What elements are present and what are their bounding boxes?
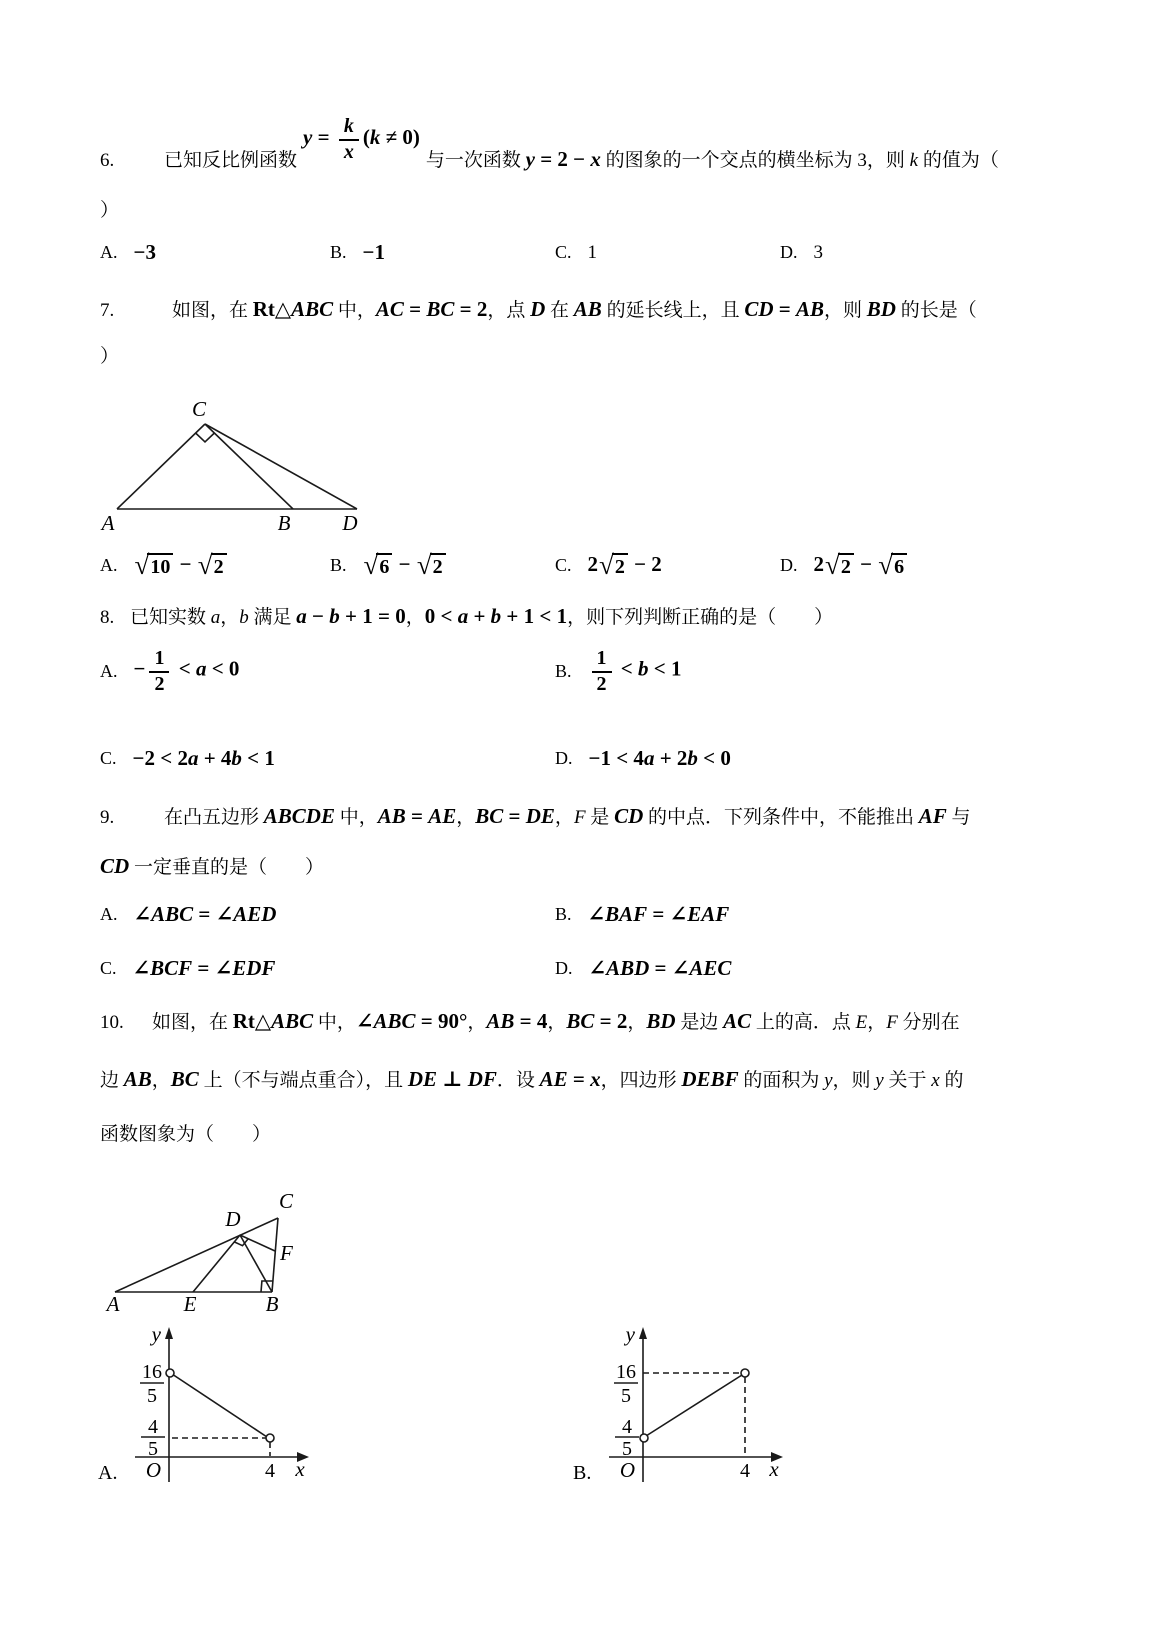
option-label: B.: [555, 661, 572, 682]
option-label: A.: [100, 661, 118, 682]
q7-option-a: A. √ 10 − √ 2: [100, 552, 330, 579]
q8-options-row1: [100, 648, 681, 695]
origin-label: O: [619, 1458, 635, 1482]
option-label: A.: [100, 903, 118, 924]
y-axis-arrow: [639, 1327, 647, 1339]
q7-number: 7.: [100, 300, 115, 321]
option-label: D.: [555, 957, 573, 978]
q6-options: [100, 240, 823, 265]
q9-text: 在凸五边形 ABCDE 中，AB = AE，BC = DE，F 是 CD 的中点．下列条件中，不能推出 AF 与: [164, 804, 971, 828]
q7-text: 如图，在 Rt△ABC 中，AC = BC = 2，点 D 在 AB 的延长线上，且 CD = AB，则 BD 的长是（: [172, 297, 977, 321]
q8-text: 已知实数 a，b 满足 a − b + 1 = 0，0 < a + b + 1 < 1，则下列判断正确的是（ ）: [130, 604, 834, 628]
y-axis-label: y: [151, 1322, 161, 1346]
q9-option-d: D. ∠ABD = ∠AEC: [555, 956, 732, 980]
vertex-label-D: D: [225, 1207, 241, 1231]
q9-line2: CD 一定垂直的是（ ）: [100, 854, 324, 878]
vertex-label-B: B: [277, 511, 291, 535]
q9-option-a: A. ∠ABC = ∠AED: [100, 902, 277, 926]
y-axis-label: y: [625, 1322, 635, 1346]
q10-text: 如图，在 Rt△ABC 中，∠ABC = 90°，AB = 4，BC = 2，BD 是边 AC 上的高．点 E，F 分别在: [152, 1009, 960, 1033]
q8-option-a: A. − $\frac{1}{2}$ < a < 0: [100, 647, 240, 695]
q9-option-b: B. ∠BAF = ∠EAF: [555, 902, 730, 926]
q10-graph-a-label: A.: [98, 1462, 118, 1484]
q10-number: 10.: [100, 1012, 124, 1033]
open-endpoint: [166, 1369, 174, 1377]
q10-line1: [100, 1006, 960, 1038]
tick-5: 5: [148, 1438, 158, 1460]
q8-option-c: C. −2 < 2a + 4b < 1: [100, 746, 275, 770]
q7-option-c: C. 2 √ 2 − 2: [555, 550, 662, 580]
open-endpoint: [741, 1369, 749, 1377]
q6-line1: [100, 115, 999, 185]
q6-number: 6.: [100, 149, 115, 171]
q8-line1: [100, 601, 833, 633]
x-tick-4: 4: [740, 1460, 750, 1482]
q9-line1: [100, 801, 971, 833]
q7-line1: [100, 294, 977, 326]
option-label: B.: [330, 242, 347, 262]
x-axis-label: x: [295, 1457, 305, 1481]
q10-graph-a: [95, 1322, 325, 1490]
option-label: D.: [780, 555, 798, 575]
option-label: D.: [555, 748, 573, 768]
q10-graph-b: [570, 1322, 800, 1490]
q10-triangle-figure: [95, 1148, 325, 1323]
tick-5: 5: [622, 1438, 632, 1460]
vertex-label-C: C: [191, 397, 207, 421]
q9-options-row1: [100, 901, 729, 927]
q7-triangle-figure: [88, 378, 388, 543]
option-label: C.: [555, 555, 572, 575]
option-label: B.: [330, 555, 347, 575]
q9-number: 9.: [100, 807, 115, 828]
q9-option-c: C. ∠BCF = ∠EDF: [100, 956, 276, 980]
q10-line2: 边 AB，BC 上（不与端点重合），且 DE ⊥ DF．设 AE = x，四边形 DEBF 的面积为 y，则 y 关于 x 的: [100, 1067, 964, 1091]
option-label: C.: [100, 957, 117, 978]
q6-text: 已知反比例函数y = $\frac{k}{x}$ (k ≠ 0)与一次函数 y = 2 − x 的图象的一个交点的横坐标为 3，则 k 的值为（: [164, 115, 999, 171]
vertex-label-E: E: [183, 1292, 197, 1316]
tick-5: 5: [147, 1385, 157, 1407]
q8-number: 8.: [100, 607, 115, 628]
q6-option-a: A. −3: [100, 240, 156, 264]
q7-options: [100, 552, 908, 579]
q7-option-d: D. 2 √ 2 − √ 6: [780, 552, 908, 579]
option-label: A.: [100, 242, 118, 262]
option-label: D.: [780, 242, 798, 262]
option-label: A.: [100, 555, 118, 575]
option-label: C.: [555, 242, 572, 262]
q9-options-row2: [100, 955, 731, 981]
option-label: C.: [100, 748, 117, 768]
q8-options-row2: [100, 746, 731, 771]
open-endpoint: [266, 1434, 274, 1442]
tick-5: 5: [621, 1385, 631, 1407]
q6-line2: ）: [100, 200, 120, 221]
q8-option-d: D. −1 < 4a + 2b < 0: [555, 746, 731, 770]
q6-option-b: B. −1: [330, 240, 385, 264]
y-axis-arrow: [165, 1327, 173, 1339]
tick-4: 4: [622, 1416, 632, 1438]
vertex-label-B: B: [265, 1292, 279, 1316]
q10-line3: 函数图象为（ ）: [100, 1124, 272, 1145]
vertex-label-A: A: [101, 511, 115, 535]
x-tick-4: 4: [265, 1460, 275, 1482]
right-angle-mark-C: [196, 433, 215, 442]
vertex-label-A: A: [106, 1292, 120, 1316]
q6-option-d: D. 3: [780, 241, 823, 263]
vertex-label-C: C: [279, 1189, 294, 1213]
option-label: B.: [555, 903, 572, 924]
origin-label: O: [145, 1458, 161, 1482]
q7-option-b: B. √ 6 − √ 2: [330, 552, 555, 579]
vertex-label-F: F: [280, 1241, 293, 1265]
tick-16: 16: [616, 1361, 636, 1383]
tick-4: 4: [148, 1416, 158, 1438]
x-axis-label: x: [769, 1457, 779, 1481]
q6-option-c: C. 1: [555, 241, 598, 263]
open-endpoint: [640, 1434, 648, 1442]
q8-option-b: B. $\frac{1}{2}$ < b < 1: [555, 647, 682, 695]
tick-16: 16: [142, 1361, 162, 1383]
q10-graph-b-label: B.: [573, 1462, 592, 1484]
q7-line2: ）: [100, 346, 120, 367]
vertex-label-D: D: [342, 511, 358, 535]
